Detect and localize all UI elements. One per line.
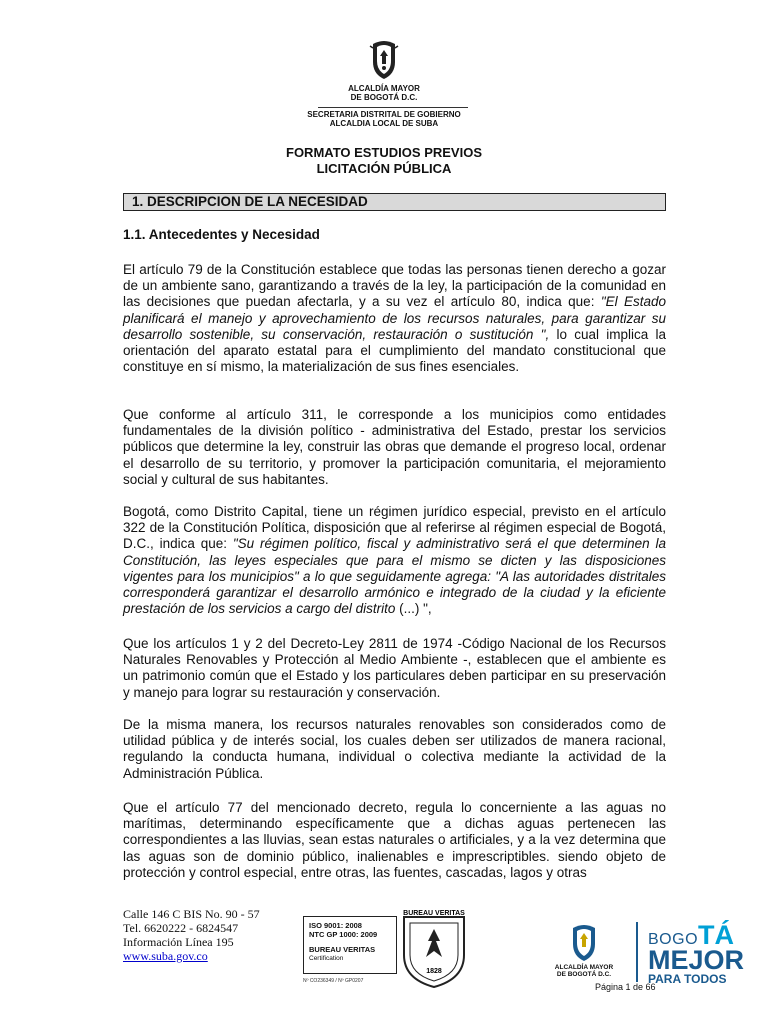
bogota-mejor-logo [648,922,744,985]
document-title: FORMATO ESTUDIOS PREVIOS [286,145,482,160]
p6-text: Que el artículo 77 del mencionado decreto, regula lo concerniente a las aguas no marítimas, determinando específicamente que a dichas aguas pertenecen las correspondientes a las lluvias, sean estas naturales o artificiales, y a la vez determina que las aguas son de dominio público, inalienables e imprescriptibles. siendo objeto de protección y control especial, entre otras, las fuentes, cascadas, lagos y otras [123,800,666,880]
bureau-veritas-seal-icon [398,905,470,989]
paragraph-3 [123,504,666,617]
iso-9001: ISO 9001: 2008 [309,921,362,930]
section-heading: 1. DESCRIPCION DE LA NECESIDAD [123,193,666,211]
p3-text-end: (...) ", [395,601,432,617]
footer-info-line: Información Línea 195 [123,935,234,949]
paragraph-1 [123,262,666,375]
paragraph-2 [123,407,666,488]
coat-of-arms-icon [369,38,399,80]
logo-para-todos: PARA TODOS [648,972,727,986]
footer-phone: Tel. 6620222 - 6824547 [123,921,239,935]
header-entity-line2: DE BOGOTÁ D.C. [350,93,418,102]
footer-crest-line1: ALCALDÍA MAYOR [554,964,614,971]
certification-label: Certification [309,955,344,962]
p3-quote: "Su régimen político, fiscal y administrativo será el que determinen la Constitución, las leyes especiales que para el mismo se dicten y las disposiciones vigentes para los municipios" a lo que seguidamente agrega: "A las autoridades distritales corresponderá garantizar el desarrollo armónico e integrado de la ciudad y la eficiente prestación de los servicios a cargo del distrito [123,536,666,617]
bureau-veritas-label: BUREAU VERITAS [309,945,376,954]
p2-text: Que conforme al artículo 311, le corresponde a los municipios como entidades fundamentales de la división político - administrativa del Estado, prestar los servicios públicos que determine la ley, construir las obras que demande el progreso local, ordenar el desarrollo de su territorio, y promover la participación comunitaria, el mejoramiento social y cultural de sus habitantes. [123,407,666,487]
subsection-heading: 1.1. Antecedentes y Necesidad [123,227,320,242]
alcaldia-crest-icon [568,922,600,962]
p1-text: El artículo 79 de la Constitución establece que todas las personas tienen derecho a gozar de un ambiente sano, garantizando a través de la ley, la participación de la comunidad en las decisiones que puedan afectarla, y a su vez el artículo 80, indica que: [123,262,666,310]
paragraph-6 [123,800,666,881]
logo-ta: TÁ [698,920,735,950]
paragraph-5 [123,717,666,782]
p5-text: De la misma manera, los recursos naturales renovables son considerados como de utilidad pública y de interés social, los cuales deben ser utilizados de manera racional, regulando la conducta humana, individual o colectiva mediante la actividad de la Administración Pública. [123,717,666,781]
header-divider [318,107,468,108]
ntc-gp-1000: NTC GP 1000: 2009 [309,930,378,939]
footer-crest-caption [548,964,620,978]
page-number: Página 1 de 66 [595,982,656,992]
iso-certificate-code: Nº CO236349 / Nº GP0207 [303,978,364,984]
p1-text-end: lo cual implica la orientación del aparato estatal para el cumplimiento del mandato constitucional que constituye en sí mismo, la materialización de sus fines esenciales. [123,326,666,375]
paragraph-4 [123,636,666,701]
footer-address: Calle 146 C BIS No. 90 - 57 [123,907,260,921]
logo-mejor: MEJOR [648,945,745,975]
logo-bogo: BOGO [648,931,699,948]
header-alcaldia-local: ALCALDIA LOCAL DE SUBA [329,119,439,128]
bv-seal-title: BUREAU VERITAS [403,910,465,917]
bv-seal-year: 1828 [426,968,442,975]
header-secretaria: SECRETARIA DISTRITAL DE GOBIERNO [307,110,461,119]
footer-contact [123,907,260,963]
footer-website-link[interactable]: www.suba.gov.co [123,949,208,963]
p1-quote: "El Estado planificará el manejo y aprovechamiento de los recursos naturales, para garantizar su desarrollo sostenible, su conservación, restauración o sustitución ", [123,294,666,342]
iso-certification-box [303,916,397,974]
p3-text: Bogotá, como Distrito Capital, tiene un régimen jurídico especial, previsto en el artículo 322 de la Constitución Política, disposición que al referirse al régimen especial de Bogotá, D.C., indica que: [123,504,666,552]
p4-text: Que los artículos 1 y 2 del Decreto-Ley 2811 de 1974 -Código Nacional de los Recursos Naturales Renovables y Protección al Medio Ambiente -, establecen que el ambiente es un patrimonio común que el Estado y los particulares deben participar en su preservación y manejo para lograr su restauración y conservación. [123,636,666,700]
header-entity-line1: ALCALDÍA MAYOR [348,84,420,93]
footer-logo-divider [636,922,638,982]
footer-crest-line2: DE BOGOTÁ D.C. [556,971,612,978]
document-subtitle: LICITACIÓN PÚBLICA [316,161,452,176]
